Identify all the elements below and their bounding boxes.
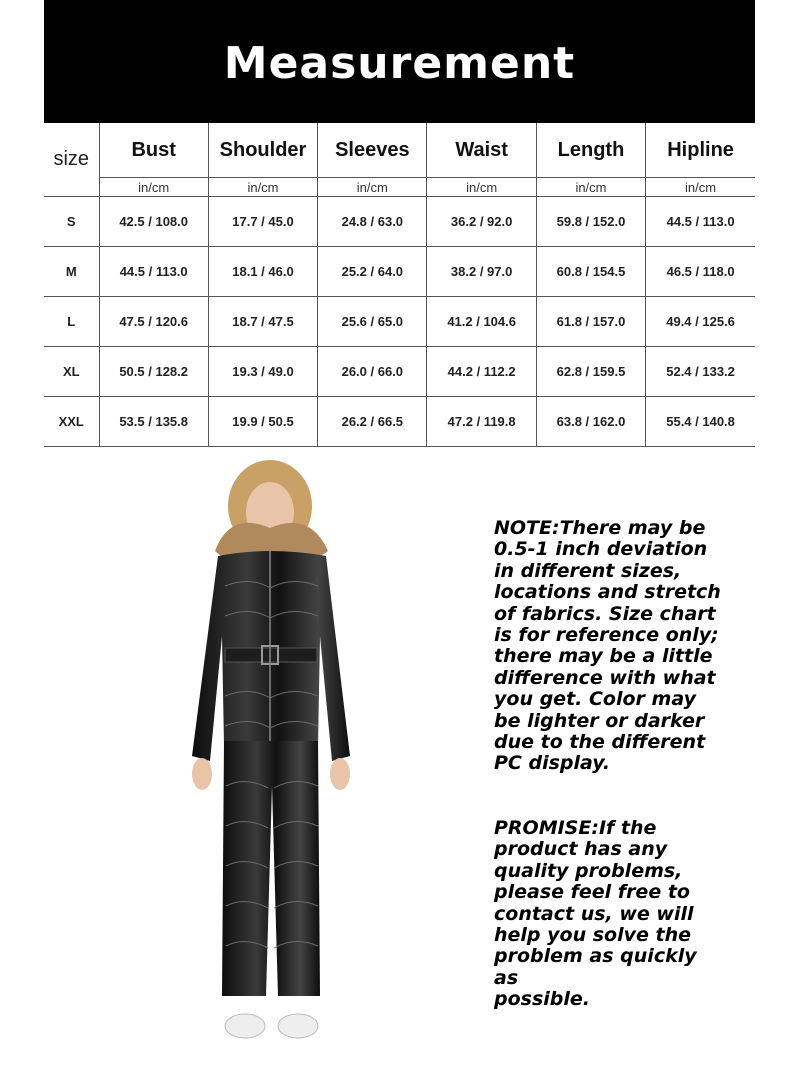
measurement-cell: 38.2 / 97.0 — [427, 247, 536, 297]
column-header-bust — [99, 123, 208, 178]
size-chart-table — [44, 123, 755, 447]
size-cell: L — [44, 297, 99, 347]
promise-line: help you solve the — [494, 924, 691, 947]
promise-line: possible. — [494, 988, 591, 1011]
measurement-cell: 46.5 / 118.0 — [646, 247, 755, 297]
promise-line: product has any — [494, 838, 668, 861]
note-line: due to the different — [494, 731, 706, 754]
measurement-cell: 44.5 / 113.0 — [99, 247, 208, 297]
column-header-sleeves — [318, 123, 427, 178]
right-hand — [330, 758, 350, 790]
column-label: Waist — [455, 138, 508, 161]
promise-line: problem as quickly as — [494, 945, 697, 989]
note-line: you get. Color may — [494, 688, 696, 711]
size-label: size — [53, 148, 90, 170]
size-cell: XXL — [44, 397, 99, 447]
note-text — [494, 518, 724, 775]
measurement-cell: 52.4 / 133.2 — [646, 347, 755, 397]
unit-label: in/cm — [536, 178, 645, 197]
table-row — [44, 247, 755, 297]
unit-label: in/cm — [646, 178, 755, 197]
table-body — [44, 197, 755, 447]
note-line: there may be a little — [494, 645, 713, 668]
measurement-cell: 60.8 / 154.5 — [536, 247, 645, 297]
promise-line: please feel free to — [494, 881, 690, 904]
measurement-cell: 47.2 / 119.8 — [427, 397, 536, 447]
column-label: Sleeves — [335, 138, 410, 161]
note-line: difference with what — [494, 666, 716, 689]
header-row — [44, 123, 755, 178]
measurement-cell: 36.2 / 92.0 — [427, 197, 536, 247]
jumpsuit-legs — [222, 741, 320, 996]
measurement-cell: 17.7 / 45.0 — [208, 197, 317, 247]
title-banner — [44, 0, 755, 123]
table-row — [44, 397, 755, 447]
unit-label: in/cm — [208, 178, 317, 197]
page-title: Measurement — [223, 38, 576, 89]
column-label: Length — [557, 138, 625, 161]
unit-label: in/cm — [318, 178, 427, 197]
table-row — [44, 347, 755, 397]
promise-line: quality problems, — [494, 859, 683, 882]
measurement-cell: 24.8 / 63.0 — [318, 197, 427, 247]
size-cell: S — [44, 197, 99, 247]
size-cell: XL — [44, 347, 99, 397]
note-line: of fabrics. Size chart — [494, 602, 716, 625]
note-line: PC display. — [494, 752, 611, 775]
unit-label: in/cm — [427, 178, 536, 197]
measurement-cell: 42.5 / 108.0 — [99, 197, 208, 247]
measurement-cell: 47.5 / 120.6 — [99, 297, 208, 347]
measurement-cell: 50.5 / 128.2 — [99, 347, 208, 397]
measurement-cell: 18.1 / 46.0 — [208, 247, 317, 297]
measurement-cell: 19.3 / 49.0 — [208, 347, 317, 397]
measurement-cell: 26.2 / 66.5 — [318, 397, 427, 447]
column-label: Shoulder — [219, 138, 307, 161]
left-hand — [192, 758, 212, 790]
promise-line: PROMISE:If the — [494, 817, 657, 839]
model-photo — [170, 456, 380, 1056]
column-header-hipline — [646, 123, 755, 178]
note-line: locations and stretch — [494, 581, 721, 604]
measurement-cell: 59.8 / 152.0 — [536, 197, 645, 247]
promise-line: contact us, we will — [494, 902, 694, 925]
measurement-cell: 18.7 / 47.5 — [208, 297, 317, 347]
measurement-cell: 44.5 / 113.0 — [646, 197, 755, 247]
measurement-cell: 63.8 / 162.0 — [536, 397, 645, 447]
column-label: Hipline — [667, 138, 734, 161]
column-header-length — [536, 123, 645, 178]
note-line: in different sizes, — [494, 559, 682, 582]
measurement-cell: 62.8 / 159.5 — [536, 347, 645, 397]
measurement-cell: 49.4 / 125.6 — [646, 297, 755, 347]
measurement-cell: 19.9 / 50.5 — [208, 397, 317, 447]
measurement-cell: 53.5 / 135.8 — [99, 397, 208, 447]
measurement-cell: 25.6 / 65.0 — [318, 297, 427, 347]
size-column-header — [44, 123, 99, 197]
note-line: be lighter or darker — [494, 709, 705, 732]
column-header-shoulder — [208, 123, 317, 178]
unit-row — [44, 178, 755, 197]
column-label: Bust — [131, 138, 176, 161]
measurement-cell: 25.2 / 64.0 — [318, 247, 427, 297]
promise-text — [494, 818, 724, 1011]
right-shoe — [278, 1014, 318, 1038]
belt — [225, 648, 317, 662]
unit-label: in/cm — [99, 178, 208, 197]
measurement-cell: 61.8 / 157.0 — [536, 297, 645, 347]
size-cell: M — [44, 247, 99, 297]
note-line: NOTE:There may be — [494, 517, 706, 539]
measurement-cell: 55.4 / 140.8 — [646, 397, 755, 447]
column-header-waist — [427, 123, 536, 178]
measurement-cell: 44.2 / 112.2 — [427, 347, 536, 397]
note-line: is for reference only; — [494, 624, 719, 647]
table-row — [44, 297, 755, 347]
table-row — [44, 197, 755, 247]
note-line: 0.5-1 inch deviation — [494, 538, 708, 561]
left-shoe — [225, 1014, 265, 1038]
measurement-cell: 26.0 / 66.0 — [318, 347, 427, 397]
measurement-cell: 41.2 / 104.6 — [427, 297, 536, 347]
